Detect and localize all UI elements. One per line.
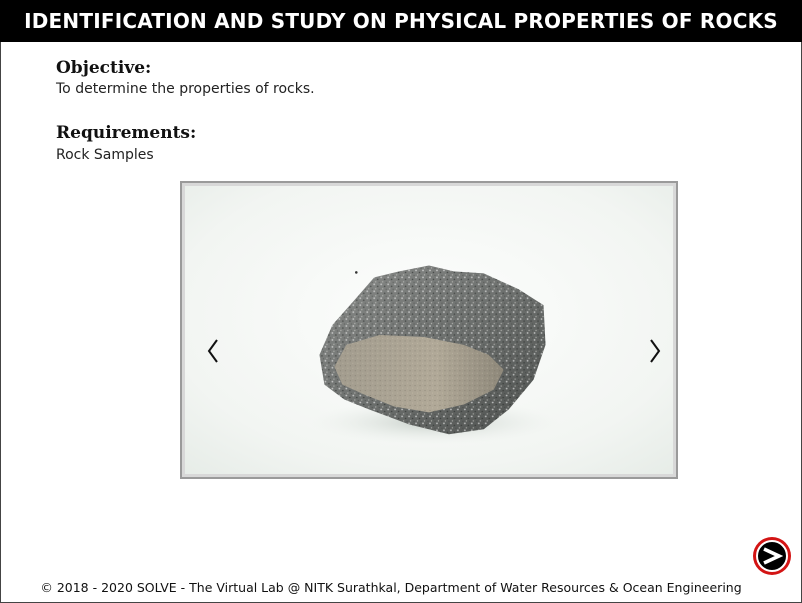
requirements-heading: Requirements: [56, 123, 197, 143]
carousel-prev-button[interactable] [201, 336, 225, 366]
objective-heading: Objective: [56, 58, 152, 78]
chevron-left-icon [206, 338, 220, 364]
next-page-button[interactable] [753, 537, 791, 575]
page-title: IDENTIFICATION AND STUDY ON PHYSICAL PROPERTIES OF ROCKS [24, 9, 778, 33]
chevron-right-icon [648, 338, 662, 364]
carousel-next-button[interactable] [643, 336, 667, 366]
carousel-viewport [185, 186, 673, 474]
page-title-bar [0, 0, 802, 42]
objective-text: To determine the properties of rocks. [56, 81, 315, 97]
next-page-button-face [756, 540, 788, 572]
requirements-text: Rock Samples [56, 147, 154, 163]
arrow-right-icon [761, 547, 783, 565]
footer-copyright: © 2018 - 2020 SOLVE - The Virtual Lab @ NITK Surathkal, Department of Water Resources & Ocean Engineering [40, 580, 742, 595]
image-carousel [180, 181, 678, 479]
rock-sample-photo [185, 186, 673, 474]
